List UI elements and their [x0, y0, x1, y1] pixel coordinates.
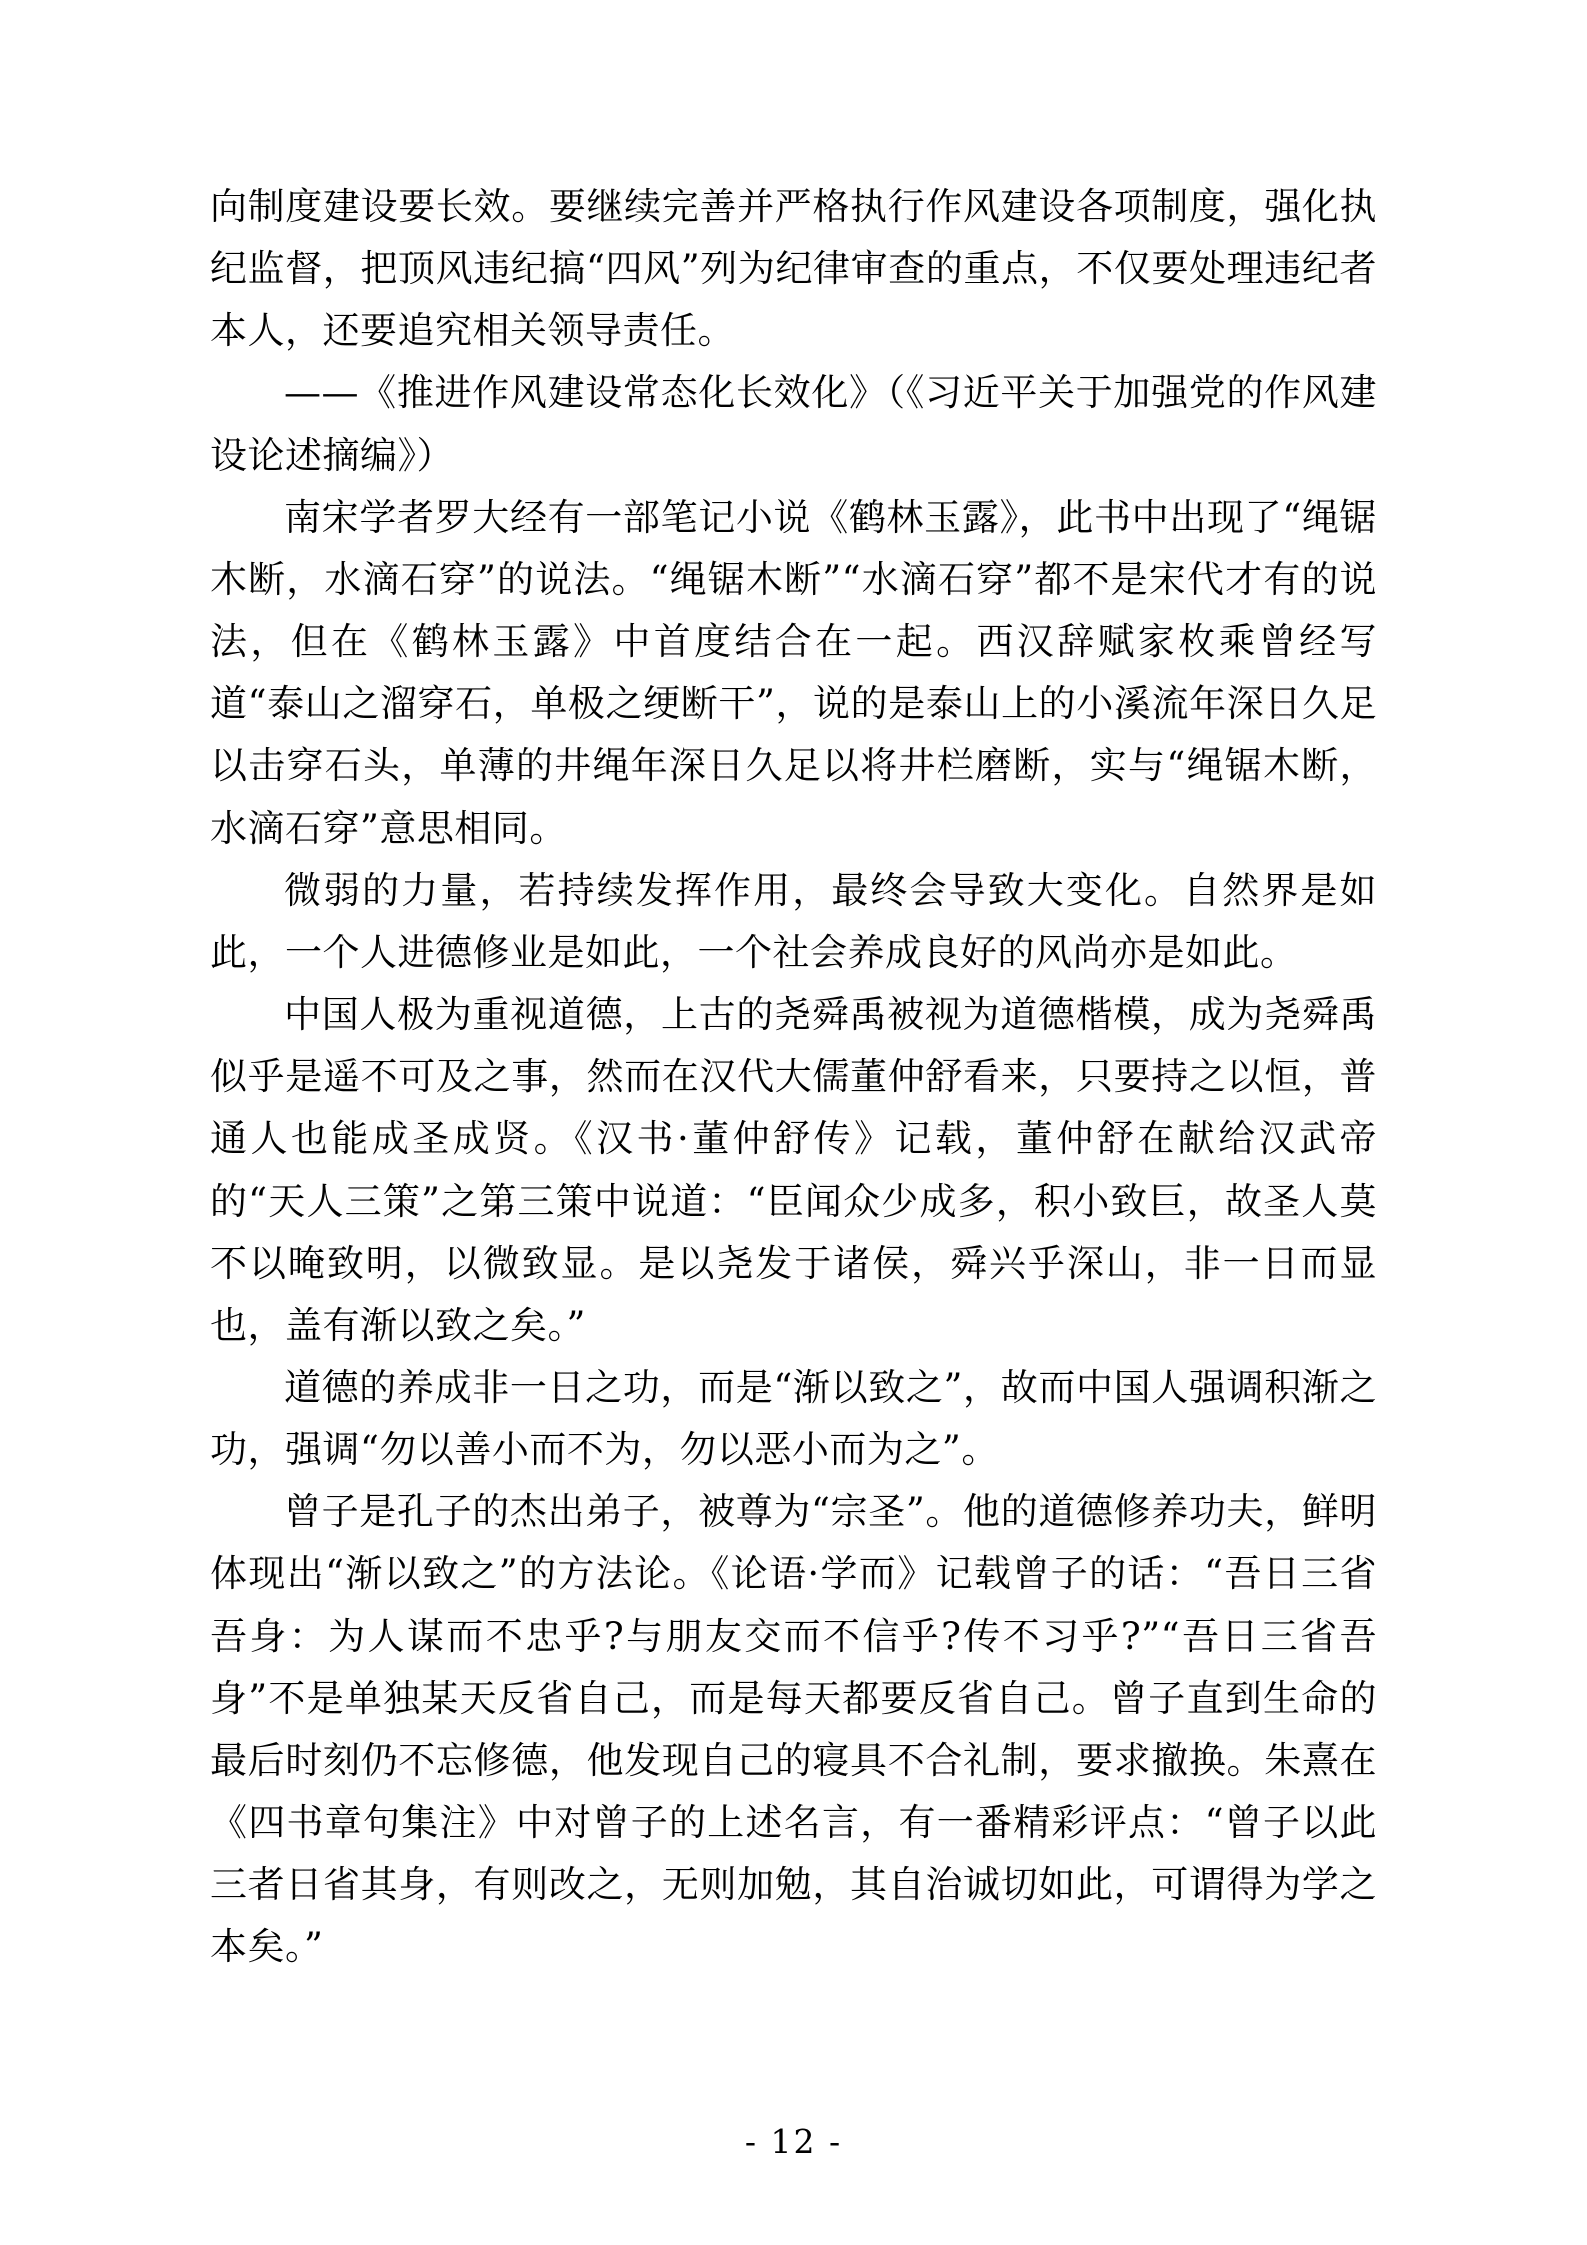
paragraph-5: 曾子是孔子的杰出弟子，被尊为“宗圣”。他的道德修养功夫，鲜明体现出“渐以致之”的方法论。《论语·学而》记载曾子的话：“吾日三省吾身：为人谋而不忠乎?与朋友交而不信乎?传不习乎?”“吾日三省吾身”不是单独某天反省自己，而是每天都要反省自己。曾子直到生命的最后时刻仍不忘修德，他发现自己的寝具不合礼制，要求撤换。朱熹在《四书章句集注》中对曾子的上述名言，有一番精彩评点：“曾子以此三者日省其身，有则改之，无则加勉，其自治诚切如此，可谓得为学之本矣。” [210, 1490, 1377, 1969]
paragraph-source-citation: ——《推进作风建设常态化长效化》（《习近平关于加强党的作风建设论述摘编》） [210, 371, 1377, 477]
paragraph-2: 微弱的力量，若持续发挥作用，最终会导致大变化。自然界是如此，一个人进德修业是如此，一个社会养成良好的风尚亦是如此。 [210, 868, 1377, 974]
paragraph-continued: 向制度建设要长效。要继续完善并严格执行作风建设各项制度，强化执纪监督，把顶风违纪搞“四风”列为纪律审查的重点，不仅要处理违纪者本人，还要追究相关领导责任。 [210, 185, 1377, 353]
page-body [210, 176, 1377, 1979]
paragraph-1: 南宋学者罗大经有一部笔记小说《鹤林玉露》，此书中出现了“绳锯木断，水滴石穿”的说法。“绳锯木断”“水滴石穿”都不是宋代才有的说法，但在《鹤林玉露》中首度结合在一起。西汉辞赋家枚乘曾经写道“泰山之溜穿石，单极之绠断干”，说的是泰山上的小溪流年深日久足以击穿石头，单薄的井绳年深日久足以将井栏磨断，实与“绳锯木断，水滴石穿”意思相同。 [210, 495, 1377, 850]
paragraph-3: 中国人极为重视道德，上古的尧舜禹被视为道德楷模，成为尧舜禹似乎是遥不可及之事，然而在汉代大儒董仲舒看来，只要持之以恒，普通人也能成圣成贤。《汉书·董仲舒传》记载，董仲舒在献给汉武帝的“天人三策”之第三策中说道：“臣闻众少成多，积小致巨，故圣人莫不以晻致明，以微致显。是以尧发于诸侯，舜兴乎深山，非一日而显也，盖有渐以致之矣。” [210, 993, 1377, 1347]
paragraph-4: 道德的养成非一日之功，而是“渐以致之”，故而中国人强调积渐之功，强调“勿以善小而不为，勿以恶小而为之”。 [210, 1365, 1377, 1472]
page-number-footer: - 12 - [744, 2122, 843, 2161]
